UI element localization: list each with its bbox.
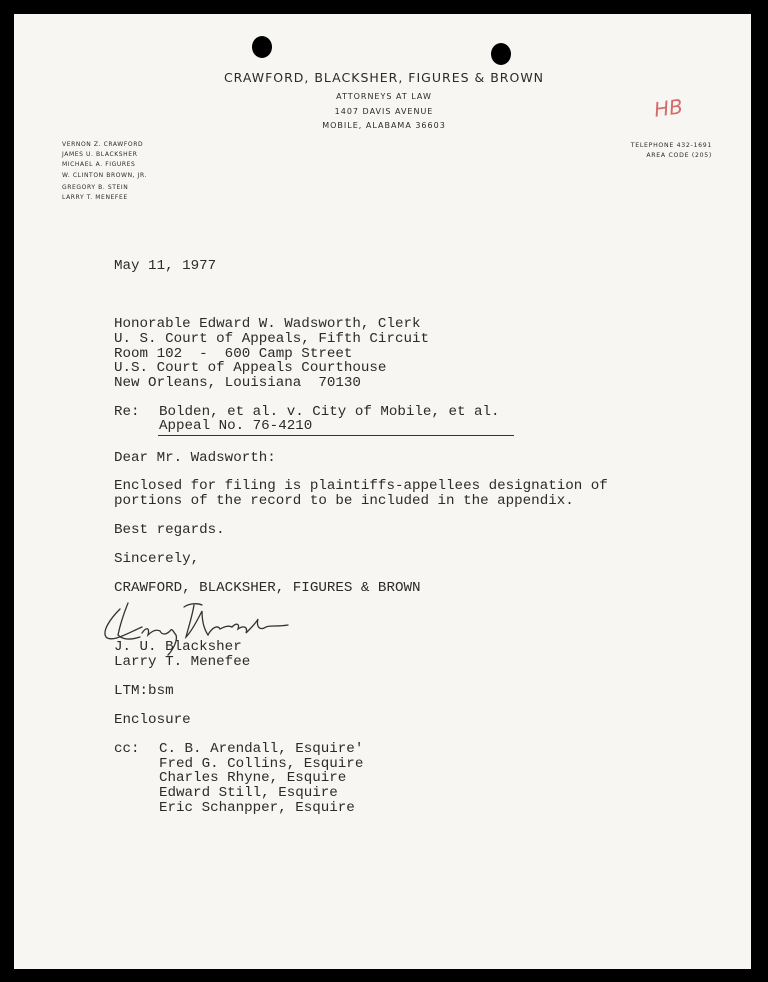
- telephone: TELEPHONE 432-1691: [630, 142, 712, 149]
- area-code: AREA CODE (205): [646, 152, 712, 159]
- signatory: J. U. Blacksher: [114, 639, 242, 655]
- salutation: Dear Mr. Wadsworth:: [114, 450, 276, 466]
- cc-recipient: C. B. Arendall, Esquire': [159, 741, 364, 757]
- cc-recipient: Edward Still, Esquire: [159, 785, 338, 801]
- partner-name: JAMES U. BLACKSHER: [62, 151, 138, 159]
- re-appeal: Appeal No. 76-4210: [159, 418, 313, 434]
- partner-name: VERNON Z. CRAWFORD: [62, 141, 144, 148]
- firm-signature: CRAWFORD, BLACKSHER, FIGURES & BROWN: [114, 580, 421, 596]
- re-case: Bolden, et al. v. City of Mobile, et al.: [159, 404, 500, 420]
- recipient-line: U.S. Court of Appeals Courthouse: [114, 360, 387, 376]
- firm-street: 1407 DAVIS AVENUE: [334, 107, 434, 116]
- recipient-line: New Orleans, Louisiana 70130: [114, 375, 361, 391]
- enclosure: Enclosure: [114, 712, 191, 728]
- body-line: Enclosed for filing is plaintiffs-appellees designation of: [114, 478, 608, 494]
- signatory: Larry T. Menefee: [114, 654, 251, 670]
- re-underline: [158, 435, 514, 436]
- partner-name: W. CLINTON BROWN, JR.: [62, 171, 148, 179]
- partner-name: MICHAEL A. FIGURES: [62, 161, 136, 169]
- cc-label: cc:: [114, 741, 140, 757]
- recipient-line: U. S. Court of Appeals, Fifth Circuit: [114, 331, 430, 347]
- cc-recipient: Fred G. Collins, Esquire: [159, 756, 364, 772]
- firm-subtitle: ATTORNEYS AT LAW: [336, 92, 432, 101]
- phone-block: [631, 141, 712, 161]
- reference-initials: LTM:bsm: [114, 683, 174, 699]
- cc-recipient: Charles Rhyne, Esquire: [159, 770, 347, 786]
- regards: Best regards.: [114, 522, 225, 538]
- firm-city: MOBILE, ALABAMA 36603: [322, 121, 446, 130]
- firm-name: CRAWFORD, BLACKSHER, FIGURES & BROWN: [223, 70, 545, 85]
- partner-name: GREGORY B. STEIN: [62, 183, 129, 191]
- body-line: portions of the record to be included in the appendix.: [114, 493, 574, 509]
- cc-recipient: Eric Schanpper, Esquire: [159, 800, 355, 816]
- punch-hole-left: [252, 36, 272, 58]
- punch-hole-right: [491, 43, 511, 65]
- recipient-line: Room 102 - 600 Camp Street: [114, 346, 353, 362]
- closing: Sincerely,: [114, 551, 200, 567]
- handwritten-initials: HB: [652, 94, 685, 122]
- recipient-line: Honorable Edward W. Wadsworth, Clerk: [114, 316, 421, 332]
- partner-name: LARRY T. MENEFEE: [62, 194, 128, 202]
- letter-date: May 11, 1977: [114, 258, 217, 274]
- re-label: Re:: [114, 404, 140, 420]
- partner-list: [62, 140, 147, 203]
